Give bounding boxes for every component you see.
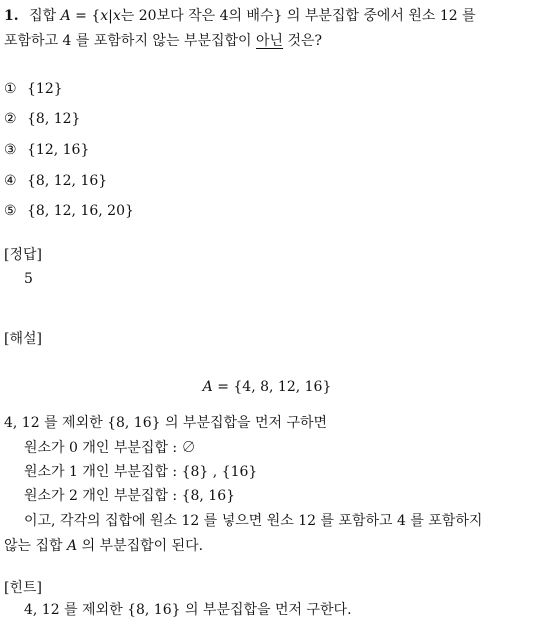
choice-4	[4, 171, 107, 191]
question-text-1c: |	[108, 8, 113, 24]
explanation-heading: [해설]	[4, 331, 42, 347]
choice-marker: ④	[4, 173, 17, 189]
answer-value: 5	[24, 271, 33, 287]
hint-text: 4, 12 를 제외한 {8, 16} 의 부분집합을 먼저 구한다.	[24, 602, 352, 618]
explanation-line-1: 4, 12 를 제외한 {8, 16} 의 부분집합을 먼저 구하면	[4, 415, 328, 431]
question-text-1d: 는 20보다 작은 4의 배수} 의 부분집합 중에서 원소 12 를	[120, 8, 476, 24]
choice-5	[4, 201, 134, 221]
explanation-line-4: 원소가 2 개인 부분집합 : {8, 16}	[24, 488, 236, 504]
choice-text: {12}	[27, 81, 63, 97]
choice-text: {8, 12, 16}	[27, 173, 108, 189]
question-text-2a: 포함하고 4 를 포함하지 않는 부분집합이	[4, 33, 256, 49]
question-text-1b: = {	[70, 8, 101, 24]
set-variable: A	[60, 8, 71, 24]
underlined-word: 아닌	[256, 33, 284, 49]
element-variable: x	[112, 8, 121, 24]
explanation-line-6	[4, 536, 203, 556]
question-line-2	[4, 31, 322, 51]
choice-3	[4, 140, 89, 160]
question-text-1a: 집합	[29, 8, 61, 24]
choice-marker: ②	[4, 111, 17, 127]
explanation-line-5: 이고, 각각의 집합에 원소 12 를 넣으면 원소 12 를 포함하고 4 를 포함하지	[24, 513, 483, 529]
choice-1	[4, 79, 63, 99]
answer-heading: [정답]	[4, 247, 42, 263]
choice-marker: ①	[4, 81, 17, 97]
explanation-set-equation	[0, 377, 534, 397]
choice-text: {8, 12}	[27, 111, 81, 127]
explanation-line-2: 원소가 0 개인 부분집합 : ∅	[24, 440, 196, 456]
explanation-text-6b: 의 부분집합이 된다.	[77, 538, 204, 554]
explanation-line-3: 원소가 1 개인 부분집합 : {8} , {16}	[24, 464, 258, 480]
choice-2	[4, 109, 80, 129]
question-number: 1.	[4, 8, 19, 24]
choice-marker: ⑤	[4, 203, 17, 219]
question-text-2b: 것은?	[283, 33, 323, 49]
choice-text: {8, 12, 16, 20}	[27, 203, 134, 219]
question-line-1	[4, 6, 476, 26]
choice-marker: ③	[4, 142, 17, 158]
set-variable: A	[67, 538, 78, 554]
hint-heading: [힌트]	[4, 580, 42, 596]
set-variable: A	[202, 379, 213, 395]
set-elements: = {4, 8, 12, 16}	[212, 379, 332, 395]
choice-text: {12, 16}	[27, 142, 90, 158]
element-variable: x	[100, 8, 109, 24]
explanation-text-6a: 않는 집합	[4, 538, 67, 554]
